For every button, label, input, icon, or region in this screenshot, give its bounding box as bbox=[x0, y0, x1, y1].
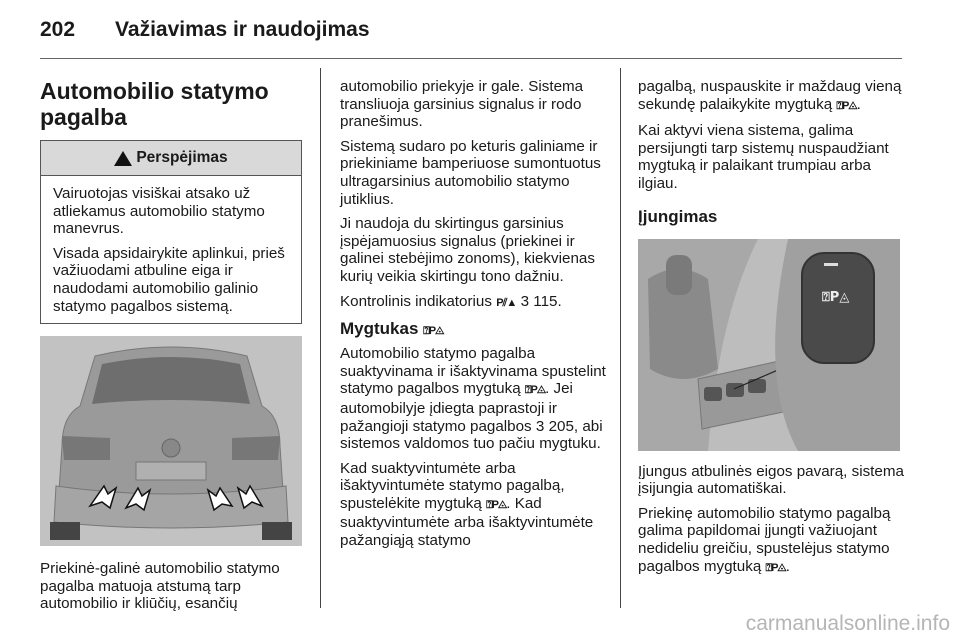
warning-text-1: Vairuotojas visiškai atsako už atliekamus automobilio statymo manevrus. bbox=[53, 185, 265, 238]
watermark: carmanualsonline.info bbox=[745, 612, 950, 635]
park-button-icon: ⍰P◬ bbox=[765, 561, 786, 574]
page-ref-arrow: 3 bbox=[535, 417, 545, 435]
paragraph-6: Kad suaktyvintumėte arba išaktyvintumėte statymo pagalbą, spustelėkite mygtuką ⍰P◬. Kad suaktyvintumėte arba išaktyvintumėte pažangiąją statymo bbox=[340, 459, 594, 550]
page-number: 202 bbox=[40, 18, 76, 41]
warning-box bbox=[40, 140, 302, 324]
activation-heading: Įjungimas bbox=[638, 206, 718, 226]
warning-icon bbox=[114, 151, 132, 166]
button-heading: Mygtukas ⍰P◬ bbox=[340, 319, 444, 339]
car-rear-illustration bbox=[40, 336, 302, 546]
chapter-title: Važiavimas ir naudojimas bbox=[115, 18, 370, 41]
console-button-illustration bbox=[638, 239, 900, 451]
paragraph-10: Priekinę automobilio statymo pagalbą galima papildomai įjungti važiuojant nedideliu greičiu, spustelėjus statymo pagalbos mygtuką ⍰P◬. bbox=[638, 504, 891, 575]
column-1 bbox=[40, 78, 302, 620]
park-button-icon: ⍰P◬ bbox=[423, 325, 444, 338]
column-divider-1 bbox=[320, 68, 321, 608]
warning-title: Perspėjimas bbox=[136, 149, 228, 167]
paragraph-7: pagalbą, nuspauskite ir maždaug vieną sekundę palaikykite mygtuką ⍰P◬. bbox=[638, 78, 902, 113]
warning-text-2: Visada apsidairykite aplinkui, prieš važiuodami atbuline eiga ir naudodami automobilio galinio statymo pagalbos sistemą. bbox=[53, 244, 285, 315]
page-ref-arrow: 3 bbox=[520, 292, 530, 310]
warning-header bbox=[41, 141, 301, 176]
illustration-caption: Priekinė-galinė automobilio statymo pagalba matuoja atstumą tarp automobilio ir kliūčių, esančių bbox=[40, 560, 280, 613]
header-rule bbox=[40, 58, 902, 59]
section-title: Automobilio statymo pagalba bbox=[40, 78, 269, 130]
paragraph-3: Ji naudoja du skirtingus garsinius įspėjamuosius signalus (priekinei ir galinei stebėjimo zonoms), kiekvienas kurių veikia skirtingu tono dažniu. bbox=[340, 215, 595, 285]
park-indicator-icon: P⫽▲ bbox=[496, 296, 517, 309]
svg-text:⍰P◬: ⍰P◬ bbox=[822, 289, 850, 305]
paragraph-9: Įjungus atbulinės eigos pavarą, sistema įsijungia automatiškai. bbox=[638, 462, 904, 498]
column-2 bbox=[340, 78, 606, 557]
paragraph-4: Kontrolinis indikatorius P⫽▲ 3 115. bbox=[340, 292, 562, 310]
paragraph-1: automobilio priekyje ir gale. Sistema transliuoja garsinius signalus ir rodo pranešimus. bbox=[340, 78, 584, 131]
paragraph-2: Sistemą sudaro po keturis galiniame ir priekiniame bamperiuose sumontuotus ultragarsinius automobilio statymo jutiklius. bbox=[340, 137, 601, 208]
warning-body bbox=[41, 176, 301, 323]
park-button-icon: ⍰P◬ bbox=[836, 99, 857, 112]
park-button-icon: ⍰P◬ bbox=[486, 498, 507, 511]
column-divider-2 bbox=[620, 68, 621, 608]
column-3 bbox=[638, 78, 904, 584]
park-button-icon: ⍰P◬ bbox=[524, 384, 546, 397]
paragraph-8: Kai aktyvi viena sistema, galima persijungti tarp sistemų nuspaudžiant mygtuką ir palaikant trumpiau arba ilgiau. bbox=[638, 122, 889, 192]
page-header bbox=[40, 18, 370, 42]
paragraph-5: Automobilio statymo pagalba suaktyvinama ir išaktyvinama spustelint statymo pagalbos mygtuką ⍰P◬. Jei automobilyje įdiegta paprastoji ir pažangioji statymo pagalbos 3 205, abi sistemos valdomos tuo pačiu mygtuku. bbox=[340, 345, 606, 453]
